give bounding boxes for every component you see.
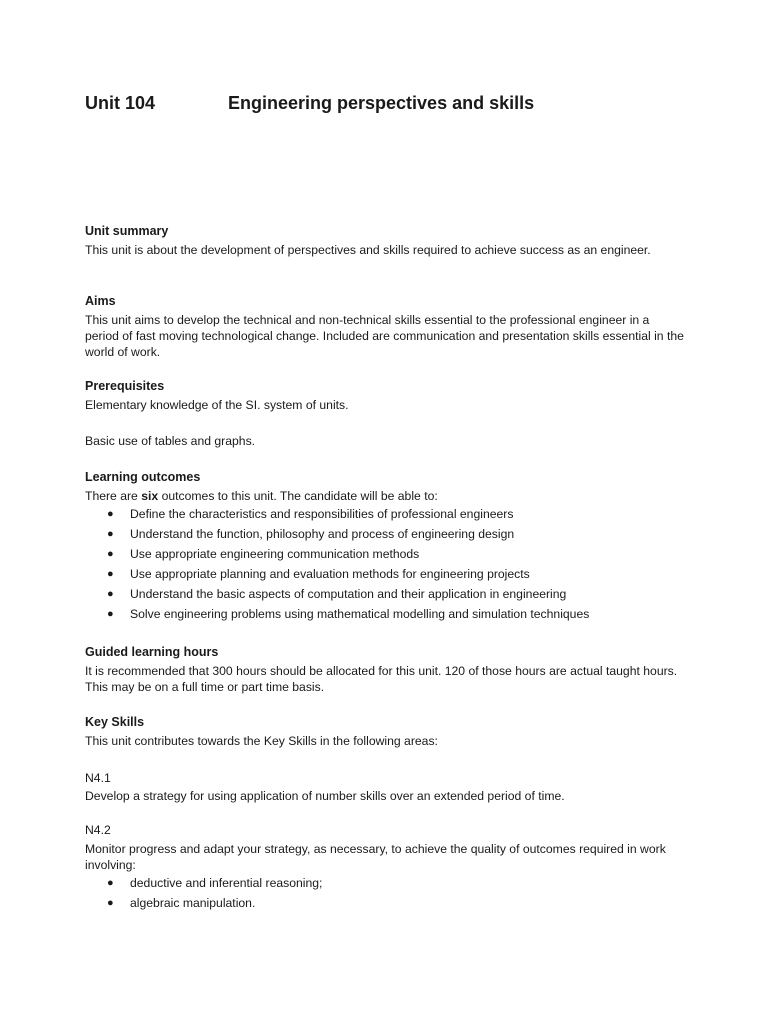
- n42-text: Monitor progress and adapt your strategy, as necessary, to achieve the quality of outcomes required in work involving:: [85, 842, 666, 872]
- bullet-icon: ●: [107, 548, 114, 560]
- learning-outcomes-section: [85, 469, 685, 626]
- n41-text: Develop a strategy for using application of number skills over an extended period of time.: [85, 789, 565, 803]
- bullet-icon: ●: [107, 568, 114, 580]
- learning-outcomes-list: [85, 506, 685, 622]
- bullet-icon: ●: [107, 508, 114, 520]
- guided-hours-section: [85, 644, 685, 695]
- bullet-icon: ●: [107, 877, 114, 889]
- intro-text-before: There are: [85, 489, 142, 503]
- unit-summary-section: [85, 223, 685, 258]
- n41-code: N4.1: [85, 771, 111, 785]
- key-skills-text: This unit contributes towards the Key Skills in the following areas:: [85, 734, 438, 748]
- intro-bold-count: six: [141, 489, 159, 503]
- bullet-icon: ●: [107, 588, 114, 600]
- n41-block: [85, 770, 685, 804]
- learning-outcomes-intro: [85, 488, 685, 504]
- list-item-text: Understand the basic aspects of computation and their application in engineering: [130, 587, 567, 601]
- list-item: [107, 506, 685, 522]
- list-item: [107, 526, 685, 542]
- list-item-text: Use appropriate engineering communication methods: [130, 547, 420, 561]
- guided-hours-text: It is recommended that 300 hours should be allocated for this unit. 120 of those hours are actual taught hours. This may be on a full time or part time basis.: [85, 664, 678, 694]
- aims-section: [85, 293, 685, 360]
- n42-block: [85, 822, 685, 915]
- unit-summary-text: This unit is about the development of perspectives and skills required to achieve success as an engineer.: [85, 243, 651, 257]
- unit-summary-heading: Unit summary: [85, 224, 169, 238]
- list-item: [107, 606, 685, 622]
- n42-list: [85, 875, 685, 911]
- aims-text: This unit aims to develop the technical and non-technical skills essential to the professional engineer in a period of fast moving technological change. Included are communication and presentation skills essential in the world of work.: [85, 313, 684, 359]
- list-item: [107, 566, 685, 582]
- aims-heading: Aims: [85, 294, 116, 308]
- bullet-icon: ●: [107, 897, 114, 909]
- list-item: [107, 875, 685, 891]
- list-item: [107, 895, 685, 911]
- unit-title: Engineering perspectives and skills: [228, 93, 535, 113]
- key-skills-section: [85, 714, 685, 749]
- list-item-text: Solve engineering problems using mathematical modelling and simulation techniques: [130, 607, 590, 621]
- prerequisites-section: [85, 378, 685, 413]
- list-item-text: algebraic manipulation.: [130, 896, 256, 910]
- list-item: [107, 586, 685, 602]
- bullet-icon: ●: [107, 528, 114, 540]
- prerequisites-heading: Prerequisites: [85, 379, 165, 393]
- prerequisites-line-2: Basic use of tables and graphs.: [85, 434, 256, 448]
- guided-hours-heading: Guided learning hours: [85, 645, 219, 659]
- n42-code: N4.2: [85, 823, 111, 837]
- bullet-icon: ●: [107, 608, 114, 620]
- list-item: [107, 546, 685, 562]
- intro-text-after: outcomes to this unit. The candidate will be able to:: [158, 489, 438, 503]
- list-item-text: Understand the function, philosophy and process of engineering design: [130, 527, 515, 541]
- list-item-text: deductive and inferential reasoning;: [130, 876, 323, 890]
- list-item-text: Define the characteristics and responsibilities of professional engineers: [130, 507, 514, 521]
- list-item-text: Use appropriate planning and evaluation methods for engineering projects: [130, 567, 530, 581]
- learning-outcomes-heading: Learning outcomes: [85, 470, 201, 484]
- prerequisites-line-1: Elementary knowledge of the SI. system of units.: [85, 398, 349, 412]
- key-skills-heading: Key Skills: [85, 715, 145, 729]
- prerequisites-line-2-block: [85, 433, 685, 449]
- unit-number: Unit 104: [85, 93, 156, 113]
